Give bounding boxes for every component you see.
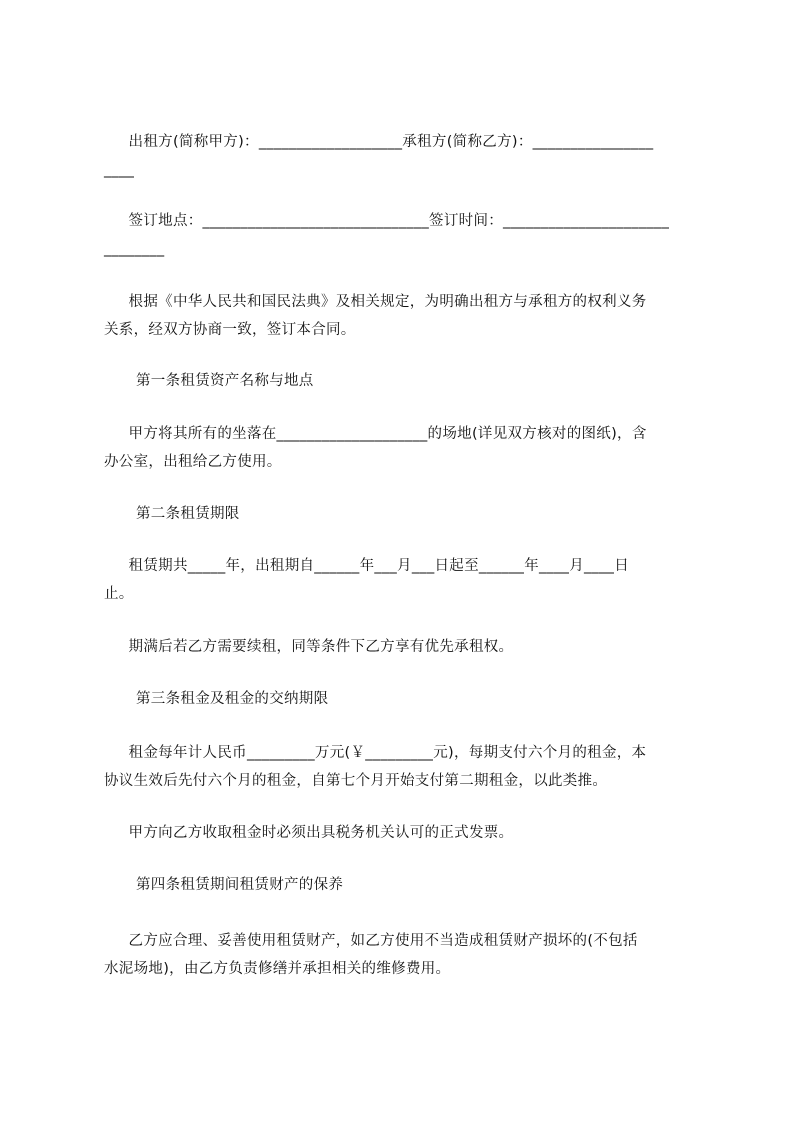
article-4-line-1: 乙方应合理、妥善使用租赁财产，如乙方使用不当造成租赁财产损坏的(不包括 — [104, 933, 638, 949]
article-3-invoice: 甲方向乙方收取租金时必须出具税务机关认可的正式发票。 — [104, 825, 514, 841]
signing-line-2: ________ — [104, 241, 165, 257]
article-3-line-1: 租金每年计人民币_________万元(￥_________元)，每期支付六个月的租金，本 — [104, 745, 647, 761]
signing-line-1: 签订地点：______________________________签订时间：______________________ — [104, 213, 670, 229]
article-2-renewal: 期满后若乙方需要续租，同等条件下乙方享有优先承租权。 — [104, 639, 514, 655]
article-3-line-2: 协议生效后先付六个月的租金，自第七个月开始支付第二期租金，以此类推。 — [104, 773, 608, 789]
article-2-heading: 第二条租赁期限 — [136, 506, 240, 522]
article-1-line-2: 办公室，出租给乙方使用。 — [104, 454, 282, 470]
article-1-heading: 第一条租赁资产名称与地点 — [136, 373, 314, 389]
article-2-line-2: 止。 — [104, 586, 134, 602]
article-2-line-1: 租赁期共_____年，出租期自______年___月___日起至______年____月____日 — [104, 558, 629, 574]
preamble-line-2: 关系，经双方协商一致，签订本合同。 — [104, 322, 356, 338]
article-4-line-2: 水泥场地)，由乙方负责修缮并承担相关的维修费用。 — [104, 961, 451, 977]
preamble-line-1: 根据《中华人民共和国民法典》及相关规定，为明确出租方与承租方的权利义务 — [104, 294, 647, 310]
article-4-heading: 第四条租赁期间租赁财产的保养 — [136, 877, 344, 893]
parties-line-2: ____ — [104, 162, 135, 178]
article-1-line-1: 甲方将其所有的坐落在____________________的场地(详见双方核对的图纸)，含 — [104, 426, 647, 442]
parties-line-1: 出租方(简称甲方)：___________________承租方(简称乙方)：________________ — [104, 134, 654, 150]
article-3-heading: 第三条租金及租金的交纳期限 — [136, 691, 329, 707]
